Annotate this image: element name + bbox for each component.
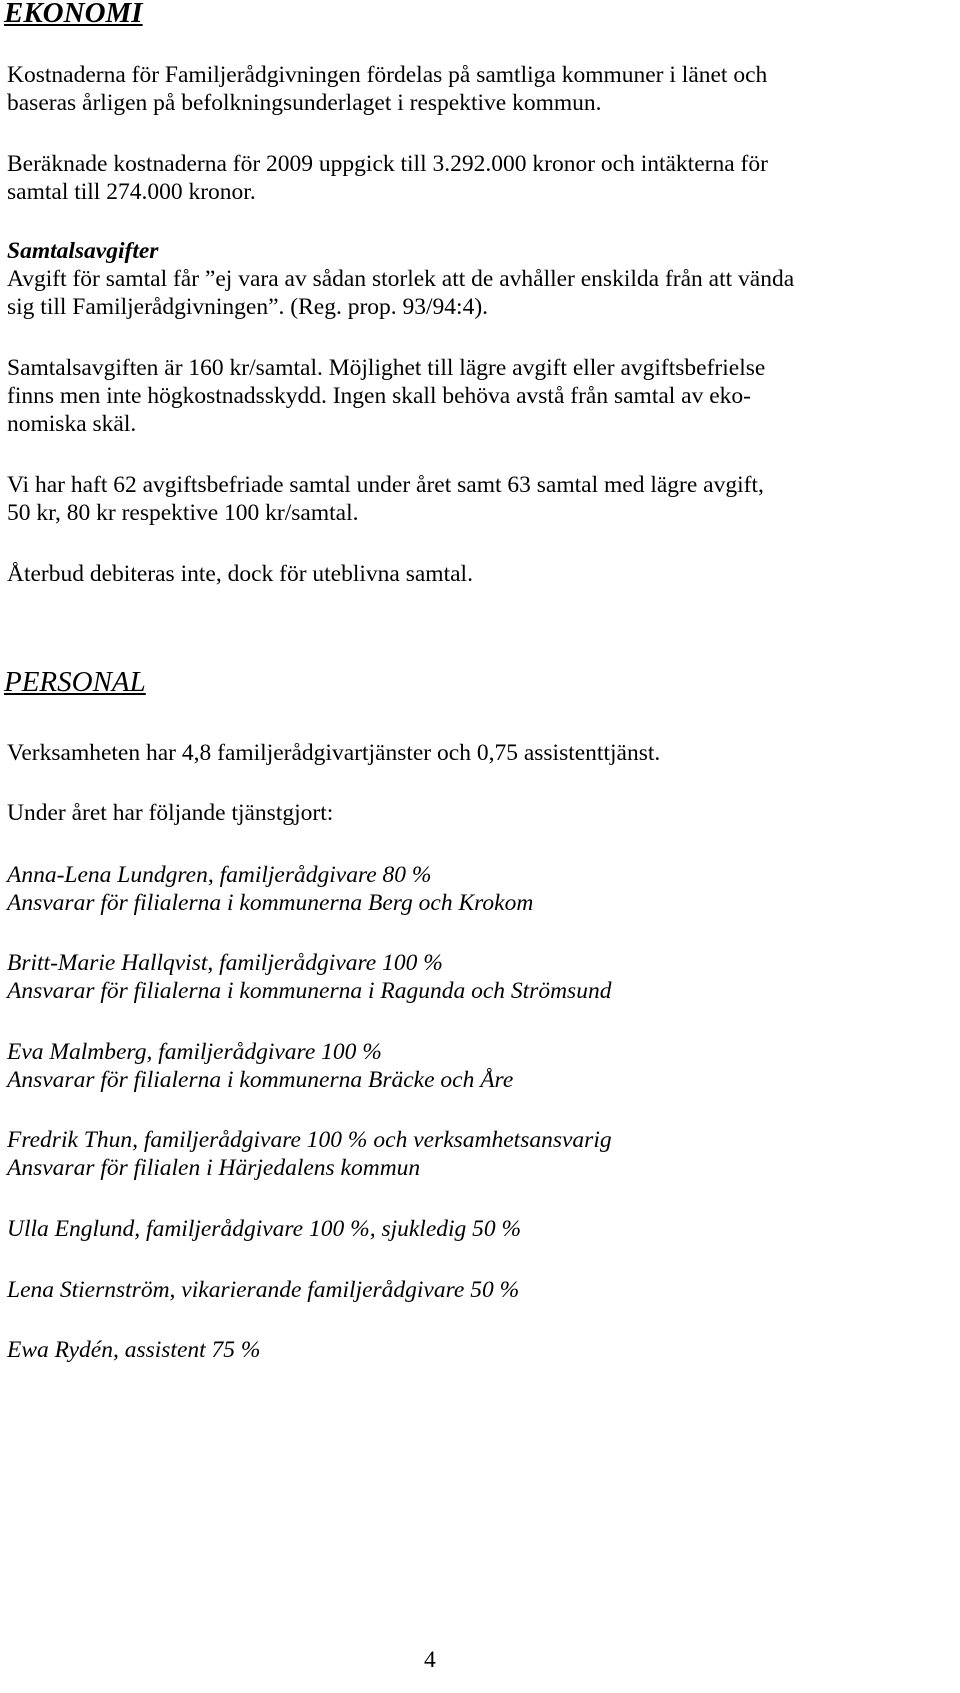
ekonomi-paragraph-5-line-1: Vi har haft 62 avgiftsbefriade samtal under året samt 63 samtal med lägre avgift, — [7, 472, 764, 498]
page-number: 4 — [424, 1647, 436, 1673]
staff-role-fredrik-thun: Ansvarar för filialen i Härjedalens kommun — [7, 1155, 421, 1181]
ekonomi-paragraph-1-line-1: Kostnaderna för Familjerådgivningen fördelas på samtliga kommuner i länet och — [7, 62, 768, 88]
staff-name-lena-stiernstrom: Lena Stiernström, vikarierande familjerådgivare 50 % — [7, 1277, 520, 1303]
ekonomi-paragraph-1-line-2: baseras årligen på befolkningsunderlaget i respektive kommun. — [7, 90, 602, 116]
staff-name-fredrik-thun: Fredrik Thun, familjerådgivare 100 % och verksamhetsansvarig — [7, 1127, 612, 1153]
personal-paragraph-1: Verksamheten har 4,8 familjerådgivartjänster och 0,75 assistenttjänst. — [7, 740, 661, 766]
ekonomi-paragraph-5-line-2: 50 kr, 80 kr respektive 100 kr/samtal. — [7, 500, 359, 526]
section-heading-ekonomi: EKONOMI — [4, 0, 143, 29]
ekonomi-paragraph-4-line-2: finns men inte högkostnadsskydd. Ingen skall behöva avstå från samtal av eko- — [7, 383, 751, 409]
ekonomi-paragraph-3-line-2: sig till Familjerådgivningen”. (Reg. prop. 93/94:4). — [7, 294, 489, 320]
ekonomi-paragraph-6: Återbud debiteras inte, dock för uteblivna samtal. — [7, 561, 473, 587]
personal-paragraph-2: Under året har följande tjänstgjort: — [7, 800, 334, 826]
staff-role-britt-marie-hallqvist: Ansvarar för filialerna i kommunerna i Ragunda och Strömsund — [7, 978, 612, 1004]
staff-name-ulla-englund: Ulla Englund, familjerådgivare 100 %, sjukledig 50 % — [7, 1216, 522, 1242]
ekonomi-paragraph-4-line-1: Samtalsavgiften är 160 kr/samtal. Möjlighet till lägre avgift eller avgiftsbefrielse — [7, 355, 766, 381]
ekonomi-paragraph-4-line-3: nomiska skäl. — [7, 411, 137, 437]
staff-role-anna-lena-lundgren: Ansvarar för filialerna i kommunerna Berg och Krokom — [7, 890, 534, 916]
ekonomi-paragraph-3-line-1: Avgift för samtal får ”ej vara av sådan storlek att de avhåller enskilda från att vända — [7, 266, 795, 292]
section-heading-personal: PERSONAL — [4, 666, 146, 698]
staff-name-eva-malmberg: Eva Malmberg, familjerådgivare 100 % — [7, 1039, 382, 1065]
sub-heading-samtalsavgifter: Samtalsavgifter — [7, 238, 159, 264]
staff-name-britt-marie-hallqvist: Britt-Marie Hallqvist, familjerådgivare 100 % — [7, 950, 443, 976]
ekonomi-paragraph-2-line-1: Beräknade kostnaderna för 2009 uppgick till 3.292.000 kronor och intäkterna för — [7, 151, 768, 177]
staff-name-ewa-ryden: Ewa Rydén, assistent 75 % — [7, 1337, 261, 1363]
staff-name-anna-lena-lundgren: Anna-Lena Lundgren, familjerådgivare 80 % — [7, 862, 432, 888]
staff-role-eva-malmberg: Ansvarar för filialerna i kommunerna Bräcke och Åre — [7, 1067, 514, 1093]
ekonomi-paragraph-2-line-2: samtal till 274.000 kronor. — [7, 179, 256, 205]
